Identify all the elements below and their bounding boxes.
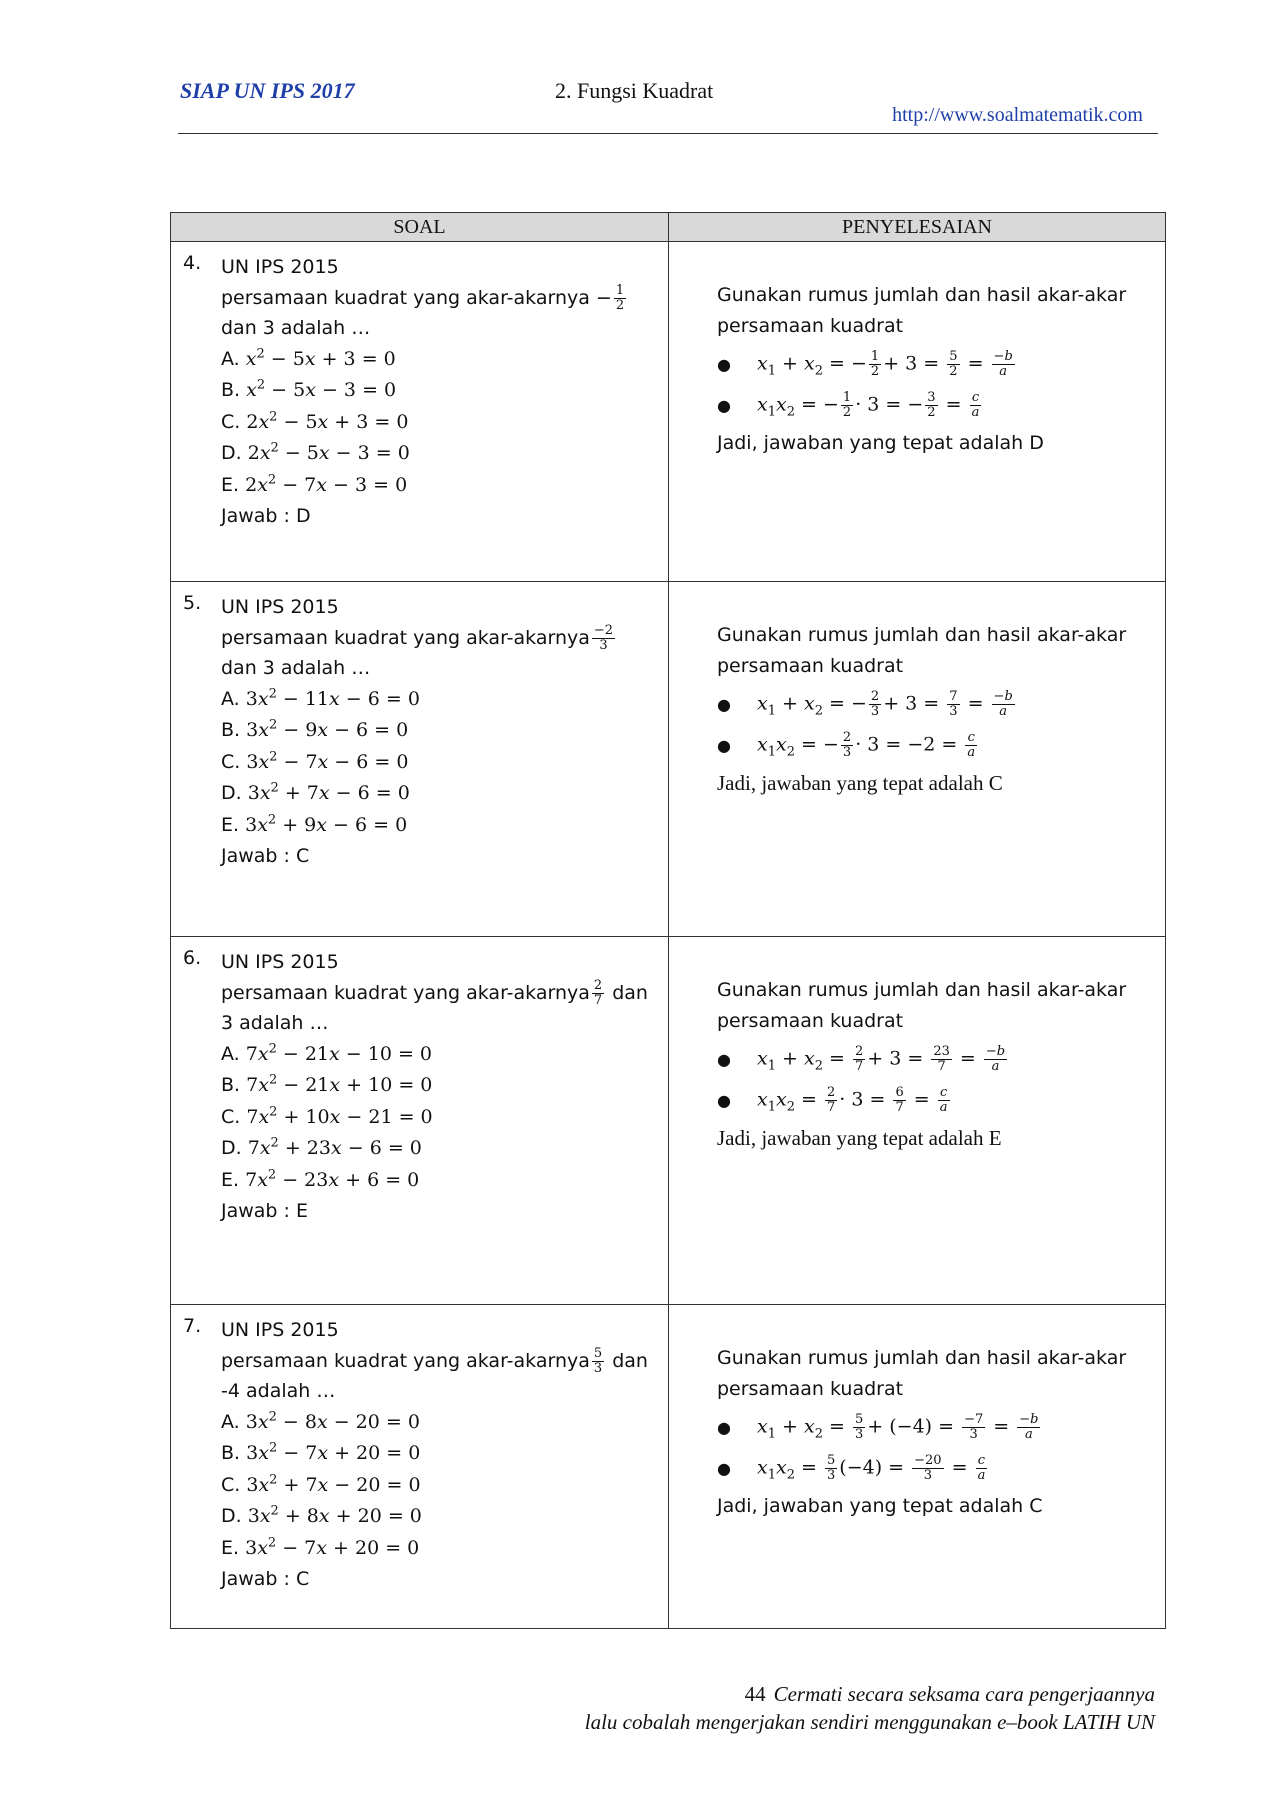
footer-line-2: lalu cobalah mengerjakan sendiri menggunakan e–book LATIH UN	[584, 1710, 1155, 1734]
table-row	[171, 242, 1165, 582]
question-text-line2: dan 3 adalah …	[221, 657, 371, 679]
bullet-icon: ●	[717, 695, 731, 714]
question-text: persamaan kuadrat yang akar-akarnya $\frac{-2}{3}$	[221, 622, 614, 653]
root-fraction: $\frac{5}{3}$	[593, 1345, 603, 1376]
table-row	[171, 582, 1165, 937]
bullet-icon: ●	[717, 1050, 731, 1069]
answer-option: D. $7x^2 + 23x - 6 = 0$	[221, 1135, 422, 1159]
column-header-soal: SOAL	[171, 213, 669, 241]
question-text-line2: -4 adalah …	[221, 1380, 336, 1402]
bullet-icon: ●	[717, 396, 731, 415]
solution-conclusion: Jadi, jawaban yang tepat adalah C	[717, 1495, 1043, 1517]
option-list	[221, 1039, 668, 1197]
answer-option: B. $3x^2 - 9x - 6 = 0$	[221, 717, 409, 741]
bullet-icon: ●	[717, 736, 731, 755]
product-of-roots-item	[717, 1082, 1165, 1119]
question-number: 6.	[183, 947, 202, 969]
answer-option: C. $3x^2 + 7x - 20 = 0$	[221, 1472, 421, 1496]
solution-intro-line2: persamaan kuadrat	[717, 655, 904, 677]
question-text-line2: dan 3 adalah …	[221, 317, 371, 339]
question-cell	[171, 242, 669, 581]
solution-intro: Gunakan rumus jumlah dan hasil akar-akar	[717, 284, 1127, 306]
root-fraction: $\frac{2}{7}$	[593, 977, 603, 1008]
page-header	[0, 0, 1273, 140]
table-row	[171, 937, 1165, 1305]
sum-of-roots-item	[717, 1041, 1165, 1078]
page-footer	[585, 1680, 1155, 1736]
sum-of-roots-item	[717, 686, 1165, 723]
table-header	[171, 213, 1165, 242]
question-source: UN IPS 2015	[221, 256, 339, 278]
answer-option: B. $x^2 - 5x - 3 = 0$	[221, 377, 397, 401]
question-cell	[171, 937, 669, 1304]
solution-cell	[669, 242, 1165, 581]
question-text-line2: 3 adalah …	[221, 1012, 329, 1034]
sum-of-roots-item	[717, 1409, 1165, 1446]
root-fraction: $\frac{1}{2}$	[615, 282, 625, 313]
product-of-roots-equation: $x_1x_2$ = − $\frac{1}{2}$ · 3 = − $\frac{3}{2}$ = $\frac{c}{a}$	[757, 390, 980, 420]
answer-key: Jawab : D	[221, 505, 311, 527]
product-of-roots-item	[717, 1450, 1165, 1487]
solution-cell	[669, 1305, 1165, 1628]
answer-option: C. $3x^2 - 7x - 6 = 0$	[221, 749, 409, 773]
product-of-roots-equation: $x_1x_2$ = $\frac{5}{3}$ (−4) = $\frac{-20}{3}$ = $\frac{c}{a}$	[757, 1453, 986, 1483]
sum-of-roots-equation: $x_1 + x_2$ = $\frac{2}{7}$ + 3 = $\frac{23}{7}$ = $\frac{-b}{a}$	[757, 1044, 1006, 1074]
bullet-icon: ●	[717, 355, 731, 374]
bullet-icon: ●	[717, 1418, 731, 1437]
question-number: 4.	[183, 252, 202, 274]
product-of-roots-equation: $x_1x_2$ = − $\frac{2}{3}$ · 3 = −2 = $\frac{c}{a}$	[757, 730, 976, 760]
bullet-icon: ●	[717, 1091, 731, 1110]
root-fraction: $\frac{-2}{3}$	[593, 622, 614, 653]
sum-of-roots-item	[717, 346, 1165, 383]
table-row	[171, 1305, 1165, 1628]
product-of-roots-item	[717, 727, 1165, 764]
solution-cell	[669, 582, 1165, 936]
column-header-penyelesaian: PENYELESAIAN	[842, 216, 992, 238]
solution-intro: Gunakan rumus jumlah dan hasil akar-akar	[717, 1347, 1127, 1369]
question-text: persamaan kuadrat yang akar-akarnya $\frac{2}{7}$ dan	[221, 977, 648, 1008]
solution-intro-line2: persamaan kuadrat	[717, 315, 904, 337]
question-number: 5.	[183, 592, 202, 614]
answer-option: A. $3x^2 - 11x - 6 = 0$	[221, 686, 420, 710]
answer-key: Jawab : C	[221, 1568, 310, 1590]
question-text: persamaan kuadrat yang akar-akarnya − $\frac{1}{2}$	[221, 282, 625, 313]
answer-option: A. $3x^2 - 8x - 20 = 0$	[221, 1409, 420, 1433]
solution-conclusion: Jadi, jawaban yang tepat adalah D	[717, 432, 1044, 454]
answer-option: C. $2x^2 - 5x + 3 = 0$	[221, 409, 409, 433]
option-list	[221, 344, 668, 502]
answer-option: B. $7x^2 - 21x + 10 = 0$	[221, 1072, 433, 1096]
question-cell	[171, 582, 669, 936]
header-book-title: SIAP UN IPS 2017	[180, 78, 355, 103]
footer-line-1: Cermati secara seksama cara pengerjaannya	[773, 1682, 1155, 1706]
answer-option: D. $3x^2 + 8x + 20 = 0$	[221, 1503, 422, 1527]
header-url[interactable]: http://www.soalmatematik.com	[892, 104, 1143, 126]
answer-option: E. $3x^2 + 9x - 6 = 0$	[221, 812, 408, 836]
answer-option: B. $3x^2 - 7x + 20 = 0$	[221, 1440, 421, 1464]
question-text: persamaan kuadrat yang akar-akarnya $\frac{5}{3}$ dan	[221, 1345, 648, 1376]
answer-option: C. $7x^2 + 10x - 21 = 0$	[221, 1104, 433, 1128]
answer-option: D. $2x^2 - 5x - 3 = 0$	[221, 440, 410, 464]
answer-option: A. $x^2 - 5x + 3 = 0$	[221, 346, 396, 370]
solution-cell	[669, 937, 1165, 1304]
answer-key: Jawab : C	[221, 845, 310, 867]
problem-table	[170, 212, 1166, 1629]
answer-option: E. $2x^2 - 7x - 3 = 0$	[221, 472, 408, 496]
product-of-roots-item	[717, 387, 1165, 424]
question-number: 7.	[183, 1315, 202, 1337]
option-list	[221, 684, 668, 842]
question-source: UN IPS 2015	[221, 596, 339, 618]
option-list	[221, 1407, 668, 1565]
header-chapter-title: 2. Fungsi Kuadrat	[555, 78, 714, 103]
answer-option: E. $7x^2 - 23x + 6 = 0$	[221, 1167, 420, 1191]
solution-intro-line2: persamaan kuadrat	[717, 1378, 904, 1400]
solution-conclusion: Jadi, jawaban yang tepat adalah C	[717, 771, 1003, 795]
product-of-roots-equation: $x_1x_2$ = $\frac{2}{7}$ · 3 = $\frac{6}{7}$ = $\frac{c}{a}$	[757, 1085, 948, 1115]
answer-option: A. $7x^2 - 21x - 10 = 0$	[221, 1041, 433, 1065]
header-divider	[178, 133, 1158, 134]
solution-intro-line2: persamaan kuadrat	[717, 1010, 904, 1032]
answer-key: Jawab : E	[221, 1200, 308, 1222]
sum-of-roots-equation: $x_1 + x_2$ = − $\frac{2}{3}$ + 3 = $\frac{7}{3}$ = $\frac{-b}{a}$	[757, 689, 1013, 719]
question-cell	[171, 1305, 669, 1628]
sum-of-roots-equation: $x_1 + x_2$ = − $\frac{1}{2}$ + 3 = $\frac{5}{2}$ = $\frac{-b}{a}$	[757, 349, 1013, 379]
sum-of-roots-equation: $x_1 + x_2$ = $\frac{5}{3}$ + (−4) = $\frac{-7}{3}$ = $\frac{-b}{a}$	[757, 1412, 1039, 1442]
question-source: UN IPS 2015	[221, 951, 339, 973]
question-source: UN IPS 2015	[221, 1319, 339, 1341]
solution-conclusion: Jadi, jawaban yang tepat adalah E	[717, 1126, 1002, 1150]
page-number: 44	[744, 1682, 766, 1706]
answer-option: D. $3x^2 + 7x - 6 = 0$	[221, 780, 410, 804]
solution-intro: Gunakan rumus jumlah dan hasil akar-akar	[717, 979, 1127, 1001]
solution-intro: Gunakan rumus jumlah dan hasil akar-akar	[717, 624, 1127, 646]
answer-option: E. $3x^2 - 7x + 20 = 0$	[221, 1535, 420, 1559]
bullet-icon: ●	[717, 1459, 731, 1478]
